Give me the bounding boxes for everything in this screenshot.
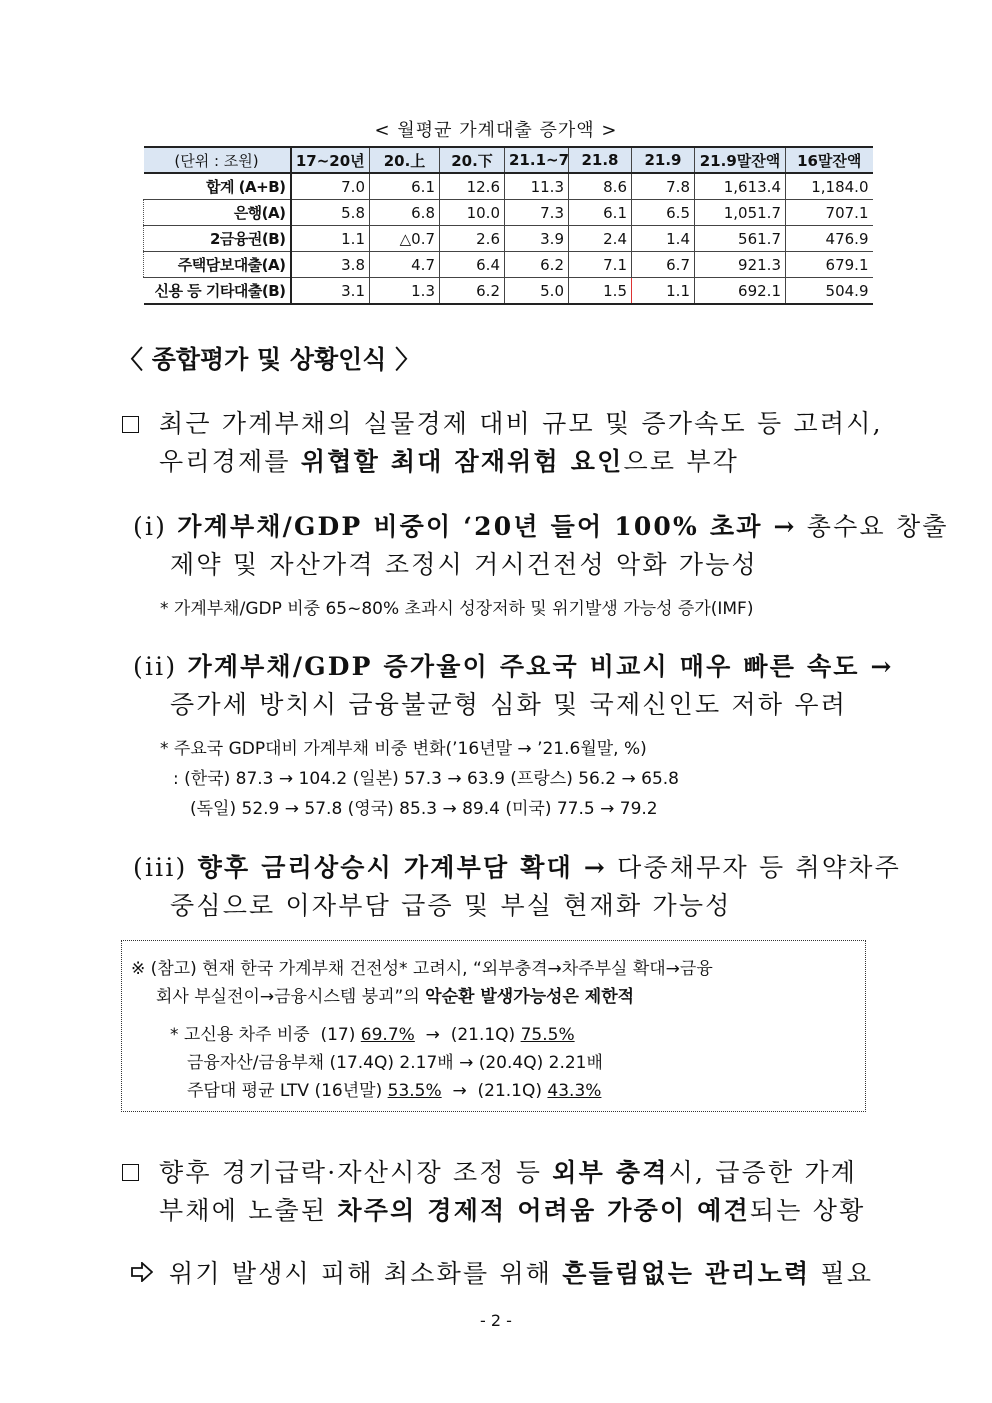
table-title: < 월평균 가계대출 증가액 >: [374, 120, 618, 141]
row-label: 신용 등 기타대출(B): [144, 278, 291, 305]
item-2-note-1: * 주요국 GDP대비 가계부채 비중 변화(’16년말 → ’21.6월말, %): [160, 739, 647, 759]
stat-value: 69.7%: [360, 1025, 415, 1045]
text-span: (21.1Q): [477, 1081, 543, 1101]
section-heading: 〈 종합평가 및 상황인식 〉: [118, 345, 421, 374]
table-cell: 1,184.0: [786, 173, 873, 200]
table-row-other-loans: [144, 278, 873, 305]
table-cell: 6.1: [370, 173, 440, 200]
table-cell: 3.1: [291, 278, 370, 305]
table-cell: 2.6: [440, 226, 505, 252]
table-cell: 1.3: [370, 278, 440, 305]
text-span: 주담대 평균 LTV (16년말): [187, 1081, 383, 1101]
table-cell: 707.1: [786, 200, 873, 226]
column-header: 21.9: [632, 147, 695, 173]
household-loan-table: [143, 146, 873, 305]
row-label: 주택담보대출(A): [144, 252, 291, 278]
table-cell: 692.1: [695, 278, 786, 305]
checkbox-square-icon: [122, 416, 139, 433]
text-span: 되는 상황: [749, 1196, 866, 1225]
emphasis-text: 가계부채/GDP 비중이 ‘20년 들어 100% 초과 →: [177, 512, 797, 541]
table-cell: 561.7: [695, 226, 786, 252]
table-cell: 12.6: [440, 173, 505, 200]
table-cell: 5.0: [505, 278, 569, 305]
table-cell: 7.3: [505, 200, 569, 226]
column-header: 17~20년: [291, 147, 370, 173]
item-marker: (iii): [133, 853, 188, 882]
emphasis-text: 차주의 경제적 어려움 가중이 예견: [337, 1196, 750, 1225]
text-span: 회사 부실전이→금융시스템 붕괴”의: [156, 987, 426, 1007]
table-cell: 4.7: [370, 252, 440, 278]
text-span: (21.1Q): [450, 1025, 516, 1045]
table-cell: 476.9: [786, 226, 873, 252]
row-label: 은행(A): [144, 200, 291, 226]
table-cell: 6.8: [370, 200, 440, 226]
column-header: 21.9말잔액: [695, 147, 786, 173]
hollow-arrow-right-icon: [131, 1262, 153, 1282]
page-number: - 2 -: [480, 1311, 512, 1330]
item-2-line-2: 증가세 방치시 금융불균형 심화 및 국제신인도 저하 우려: [170, 690, 848, 719]
row-label: 합계 (A+B): [144, 173, 291, 200]
text-span: 다중채무자 등 취약차주: [606, 853, 901, 882]
checkbox-square-icon: [122, 1164, 139, 1181]
conclusion-line: [169, 1254, 873, 1290]
stat-value: 43.3%: [547, 1081, 602, 1101]
paragraph-2-line-2: [159, 1191, 865, 1227]
text-span: (17): [320, 1025, 356, 1045]
item-marker: (ii): [133, 652, 178, 681]
item-1-line-2: 제약 및 자산가격 조정시 거시건전성 악화 가능성: [170, 550, 758, 579]
emphasis-text: 향후 금리상승시 가계부담 확대 →: [197, 853, 607, 882]
table-cell: 11.3: [505, 173, 569, 200]
text-span: 시, 급증한 가계: [668, 1158, 858, 1187]
emphasis-text: 위협할 최대 잠재위험 요인: [300, 447, 624, 476]
table-cell: 5.8: [291, 200, 370, 226]
table-cell: 6.2: [440, 278, 505, 305]
table-cell: 1.4: [632, 226, 695, 252]
table-row-bank: [144, 200, 873, 226]
table-cell: 6.7: [632, 252, 695, 278]
item-1-note: * 가계부채/GDP 비중 65~80% 초과시 성장저하 및 위기발생 가능성 증가(IMF): [160, 599, 754, 619]
table-cell: 6.4: [440, 252, 505, 278]
table-cell: △0.7: [370, 226, 440, 252]
item-3-line-1: [133, 848, 901, 884]
column-header: 20.下: [440, 147, 505, 173]
column-header: 21.1~7: [505, 147, 569, 173]
item-1-line-1: [133, 507, 949, 543]
table-cell: 1.5: [569, 278, 632, 305]
table-cell: 921.3: [695, 252, 786, 278]
table-cell: 3.9: [505, 226, 569, 252]
text-span: 위기 발생시 피해 최소화를 위해: [169, 1259, 563, 1288]
arrow-icon: →: [452, 1081, 467, 1101]
table-cell: 1,051.7: [695, 200, 786, 226]
item-2-line-1: [133, 647, 894, 683]
table-cell: 8.6: [569, 173, 632, 200]
column-header: 20.上: [370, 147, 440, 173]
table-cell: 10.0: [440, 200, 505, 226]
emphasis-text: 악순환 발생가능성은 제한적: [425, 987, 635, 1007]
emphasis-text: 가계부채/GDP 증가율이 주요국 비교시 매우 빠른 속도 →: [187, 652, 894, 681]
table-cell: 1,613.4: [695, 173, 786, 200]
emphasis-text: 흔들림없는 관리노력: [562, 1259, 811, 1288]
paragraph-1-line-2: [159, 442, 739, 478]
table-cell: 1.1: [632, 278, 695, 305]
table-cell: 7.8: [632, 173, 695, 200]
table-cell: 1.1: [291, 226, 370, 252]
text-span: 우리경제를: [159, 447, 301, 476]
table-cell: 504.9: [786, 278, 873, 305]
table-cell: 3.8: [291, 252, 370, 278]
reference-stat-3: [187, 1076, 601, 1101]
emphasis-text: 외부 충격: [552, 1158, 669, 1187]
item-2-note-3: (독일) 52.9 → 57.8 (영국) 85.3 → 89.4 (미국) 77.5 → 79.2: [190, 799, 658, 819]
text-span: 부채에 노출된: [159, 1196, 338, 1225]
reference-stat-2: 금융자산/금융부채 (17.4Q) 2.17배 → (20.4Q) 2.21배: [187, 1053, 603, 1073]
stat-value: 75.5%: [520, 1025, 575, 1045]
table-unit: (단위 : 조원): [144, 147, 291, 173]
text-span: 필요: [810, 1259, 874, 1288]
table-cell: 679.1: [786, 252, 873, 278]
table-cell: 6.2: [505, 252, 569, 278]
column-header: 21.8: [569, 147, 632, 173]
item-2-note-2: : (한국) 87.3 → 104.2 (일본) 57.3 → 63.9 (프랑스) 56.2 → 65.8: [173, 769, 679, 789]
table-cell: 6.5: [632, 200, 695, 226]
reference-line-2: [156, 982, 634, 1007]
table-cell: 7.0: [291, 173, 370, 200]
text-span: * 고신용 차주 비중: [170, 1025, 310, 1045]
table-header-row: [144, 147, 873, 173]
item-marker: (i): [133, 512, 168, 541]
table-cell: 7.1: [569, 252, 632, 278]
reference-line-1: ※ (참고) 현재 한국 가계부채 건전성* 고려시, “외부충격→차주부실 확대→금융: [131, 959, 713, 979]
text-span: 총수요 창출: [796, 512, 949, 541]
table-row-mortgage: [144, 252, 873, 278]
arrow-icon: →: [425, 1025, 440, 1045]
text-span: 으로 부각: [623, 447, 740, 476]
stat-value: 53.5%: [387, 1081, 442, 1101]
paragraph-1-line-1: 최근 가계부채의 실물경제 대비 규모 및 증가속도 등 고려시,: [159, 409, 883, 438]
table-cell: 2.4: [569, 226, 632, 252]
column-header: 16말잔액: [786, 147, 873, 173]
row-label: 2금융권(B): [144, 226, 291, 252]
paragraph-2-line-1: [159, 1153, 857, 1189]
item-3-line-2: 중심으로 이자부담 급증 및 부실 현재화 가능성: [170, 891, 732, 920]
reference-stat-1: [170, 1020, 575, 1045]
text-span: 향후 경기급락·자산시장 조정 등: [159, 1158, 553, 1187]
table-row-total: [144, 173, 873, 200]
table-row-nonbank: [144, 226, 873, 252]
table-cell: 6.1: [569, 200, 632, 226]
